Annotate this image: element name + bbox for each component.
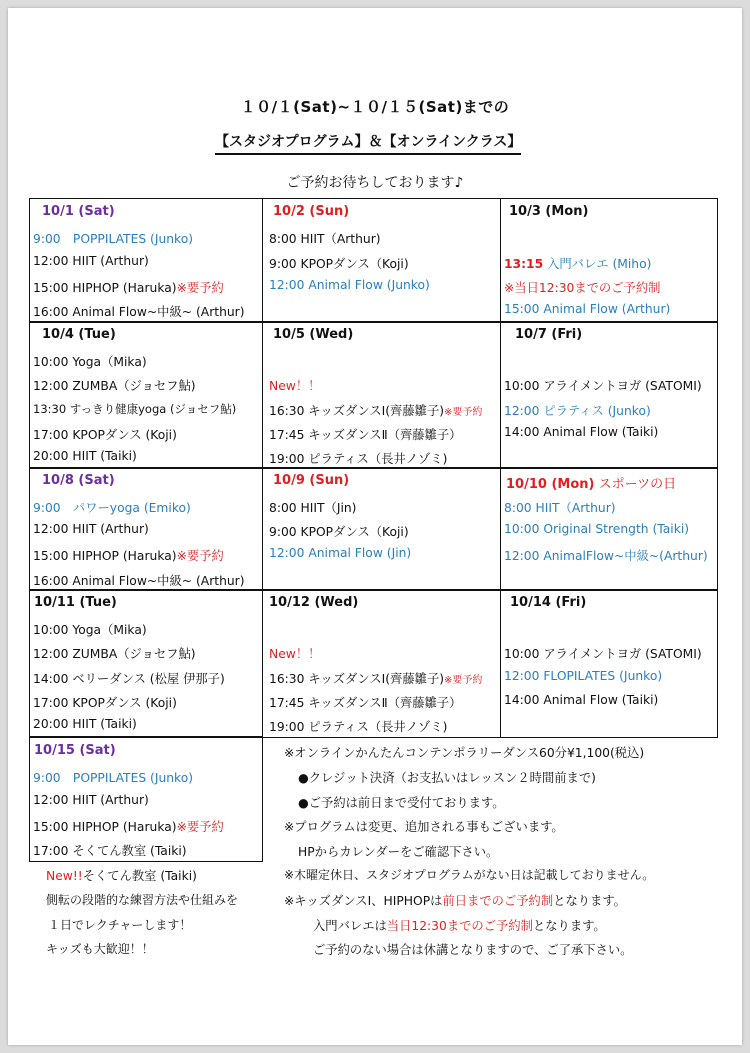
day-title: 10/1 (Sat)	[42, 204, 115, 219]
reservation-message: ご予約お待ちしております♪	[286, 175, 464, 191]
class-entry: 17:00 KPOPダンス (Koji)	[33, 428, 177, 442]
class-entry: 10:00 Yoga（Mika)	[33, 355, 147, 369]
class-entry: 9:00 POPPILATES (Junko)	[33, 232, 194, 246]
reservation-required-note: ※要予約	[444, 407, 483, 418]
note-text: となります。	[553, 894, 626, 908]
note-text: 入門バレエは	[313, 919, 387, 933]
class-entry	[33, 817, 224, 835]
day-cell-10-15	[29, 736, 263, 862]
class-time: 13:15	[504, 257, 544, 271]
day-cell-10-10	[500, 467, 718, 591]
day-title: 10/8 (Sat)	[42, 473, 115, 488]
note-text: ※キッズダンスⅠ、HIPHOPは	[284, 894, 443, 908]
day-cell-10-2	[262, 198, 501, 323]
day-cell-10-14	[500, 589, 718, 738]
class-entry: 17:00 KPOPダンス (Koji)	[33, 696, 177, 710]
day-cell-10-12	[262, 589, 501, 738]
class-entry: 12:00 HIIT (Arthur)	[33, 793, 149, 807]
class-entry: 12:00 ZUMBA（ジョセフ鮎)	[33, 647, 196, 661]
online-class-note: ※オンラインかんたんコンテンポラリーダンス60分¥1,100(税込)	[284, 746, 645, 760]
reservation-required-note: ※要予約	[444, 675, 483, 686]
class-entry: 17:45 キッズダンスⅡ（齊藤雛子）	[269, 428, 462, 442]
class-entry: 13:30 すっきり健康yoga (ジョセフ鮎)	[33, 402, 237, 416]
day-cell-10-9	[262, 467, 501, 591]
class-entry: 10:00 アライメントヨガ (SATOMI)	[504, 379, 702, 393]
class-entry: 12:00 FLOPILATES (Junko)	[504, 669, 663, 683]
class-entry: 9:00 POPPILATES (Junko)	[33, 771, 194, 785]
class-entry: 8:00 HIIT（Arthur)	[504, 501, 616, 515]
sokuten-class-name: そくてん教室 (Taiki)	[82, 869, 197, 883]
day-title: 10/7 (Fri)	[515, 327, 583, 342]
day-cell-10-8	[29, 467, 263, 591]
class-entry: 12:00 ZUMBA（ジョセフ鮎)	[33, 379, 196, 393]
sokuten-description: キッズも大歓迎！！	[46, 942, 154, 956]
booking-deadline-note: ●ご予約は前日まで受付ております。	[298, 796, 505, 810]
class-entry-text: 15:00 HIPHOP (Haruka)	[33, 281, 177, 295]
day-cell-10-4	[29, 321, 263, 469]
class-entry: 9:00 KPOPダンス（Koji)	[269, 525, 409, 539]
day-cell-10-11	[29, 589, 263, 738]
day-title: 10/4 (Tue)	[42, 327, 116, 342]
note-highlight: 前日までのご予約制	[442, 894, 554, 908]
kids-hiphop-reservation-note	[284, 891, 626, 909]
class-entry-text: 16:30 キッズダンスⅠ(齊藤雛子)	[269, 404, 445, 418]
program-change-note: ※プログラムは変更、追加される事もございます。	[284, 820, 564, 834]
cancellation-note: ご予約のない場合は休講となりますので、ご了承下さい。	[313, 943, 633, 957]
class-entry	[269, 669, 482, 687]
class-entry: 14:00 ベリーダンス (松屋 伊那子)	[33, 672, 225, 686]
day-title: 10/2 (Sun)	[273, 204, 350, 219]
class-entry: 12:00 Animal Flow (Jin)	[269, 546, 412, 560]
class-entry-text: 入門バレエ (Miho)	[543, 257, 652, 271]
day-title: 10/12 (Wed)	[269, 595, 359, 610]
class-entry: 12:00 Animal Flow (Junko)	[269, 278, 430, 292]
day-cell-10-7	[500, 321, 718, 469]
class-entry	[269, 401, 482, 419]
class-entry: 19:00 ピラティス（長井ノゾミ)	[269, 452, 448, 466]
class-entry: 10:00 Yoga（Mika)	[33, 623, 147, 637]
class-entry: 12:00 AnimalFlow~中級~(Arthur)	[504, 549, 708, 563]
class-entry-text: 15:00 HIPHOP (Haruka)	[33, 549, 177, 563]
day-cell-10-1	[29, 198, 263, 323]
reservation-required-note: ※要予約	[176, 549, 224, 563]
sokuten-description: 側転の段階的な練習方法や仕組みを	[46, 893, 239, 907]
class-entry: 14:00 Animal Flow (Taiki)	[504, 425, 659, 439]
class-entry: 17:00 そくてん教室 (Taiki)	[33, 844, 187, 858]
class-entry: 19:00 ピラティス（長井ノゾミ)	[269, 720, 448, 734]
closed-day-note: ※木曜定休日、スタジオプログラムがない日は記載しておりません。	[284, 868, 655, 882]
class-entry: 12:00 ピラティス (Junko)	[504, 404, 651, 418]
reservation-required-note: ※要予約	[176, 281, 224, 295]
class-entry: 12:00 HIIT (Arthur)	[33, 522, 149, 536]
sokuten-description: １日でレクチャーします！	[48, 918, 192, 932]
class-entry	[33, 278, 224, 296]
class-entry	[504, 254, 651, 272]
class-entry: 9:00 パワーyoga (Emiko)	[33, 501, 191, 515]
note-highlight: 当日12:30までのご予約制	[386, 919, 533, 933]
class-entry: 16:00 Animal Flow~中級~ (Arthur)	[33, 574, 245, 588]
class-entry: 9:00 KPOPダンス（Koji)	[269, 257, 409, 271]
day-title: 10/11 (Tue)	[34, 595, 117, 610]
calendar-note: HPからカレンダーをご確認下さい。	[298, 845, 499, 859]
new-badge: New!!	[46, 869, 83, 883]
class-entry: 16:00 Animal Flow~中級~ (Arthur)	[33, 305, 245, 319]
class-entry: 14:00 Animal Flow (Taiki)	[504, 693, 659, 707]
class-entry-text: 15:00 HIPHOP (Haruka)	[33, 820, 177, 834]
day-title: 10/9 (Sun)	[273, 473, 350, 488]
class-entry-text: 16:30 キッズダンスⅠ(齊藤雛子)	[269, 672, 445, 686]
program-heading: 【スタジオプログラム】＆【オンラインクラス】	[215, 131, 521, 155]
schedule-period-title: １０/１(Sat)~１０/１５(Sat)までの	[240, 98, 510, 116]
day-title: 10/3 (Mon)	[509, 204, 589, 219]
class-entry: 10:00 アライメントヨガ (SATOMI)	[504, 647, 702, 661]
reservation-note: ※当日12:30までのご予約制	[504, 281, 661, 295]
day-title: 10/14 (Fri)	[510, 595, 587, 610]
payment-note: ●クレジット決済（お支払いはレッスン２時間前まで)	[298, 771, 596, 785]
class-entry: 20:00 HIIT (Taiki)	[33, 717, 137, 731]
class-entry: 8:00 HIIT（Jin)	[269, 501, 357, 515]
ballet-reservation-note	[313, 916, 606, 934]
day-title: 10/15 (Sat)	[34, 743, 116, 758]
day-title: 10/5 (Wed)	[273, 327, 354, 342]
class-entry: 12:00 HIIT (Arthur)	[33, 254, 149, 268]
class-entry: 8:00 HIIT（Arthur)	[269, 232, 381, 246]
class-entry: 15:00 Animal Flow (Arthur)	[504, 302, 671, 316]
class-entry: 20:00 HIIT (Taiki)	[33, 449, 137, 463]
day-title-text: 10/10 (Mon)	[506, 477, 595, 492]
new-badge: New！！	[269, 379, 321, 393]
day-cell-10-3	[500, 198, 718, 323]
reservation-required-note: ※要予約	[176, 820, 224, 834]
class-entry: 17:45 キッズダンスⅡ（齊藤雛子）	[269, 696, 462, 710]
sokuten-class-title	[46, 866, 197, 884]
day-title	[506, 473, 676, 492]
new-badge: New！！	[269, 647, 321, 661]
class-entry: 10:00 Original Strength (Taiki)	[504, 522, 690, 536]
day-cell-10-5	[262, 321, 501, 469]
holiday-label: スポーツの日	[594, 477, 677, 492]
note-text: となります。	[532, 919, 606, 933]
class-entry	[33, 546, 224, 564]
